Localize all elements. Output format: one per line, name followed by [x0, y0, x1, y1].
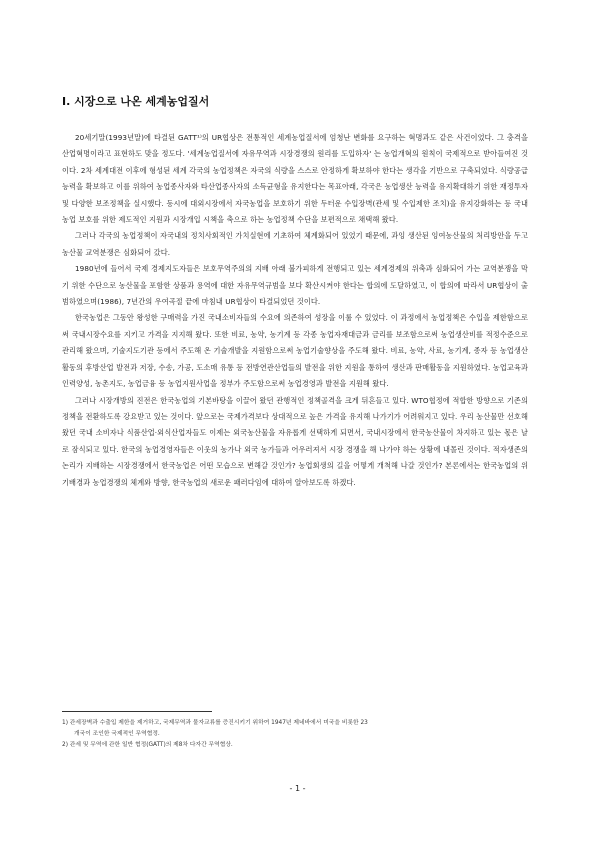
footnote: 2) 관세 및 무역에 관한 일반 협정(GATT)의 제8차 다자간 무역협상.	[62, 742, 233, 748]
paragraph: 1980년에 들어서 국제 경제지도자들은 보호무역주의의 지배 아래 불가피하게 전행되고 있는 세계경제의 위축과 심화되어 가는 교역분쟁을 막기 위한 수단으로 농산물을 포함한 상품과 용역에 대한 자유무역규범을 보다 확산시켜야 한다는 합의에 도달하였고, 이 합의에 따라서 UR협상이 출범하였으며(1986), 7년간의 우여곡절 끝에 마침내 UR협상이 타결되었던 것이다.	[62, 264, 528, 307]
body-text	[62, 130, 528, 491]
page-number: - 1 -	[289, 784, 306, 793]
section-heading: Ⅰ. 시장으로 나온 세계농업질서	[62, 95, 210, 108]
footnote: 1) 관세장벽과 수출입 제한을 제거하고, 국제무역과 물자교류를 증진시키기 위하여 1947년 제네바에서 미국을 비롯한 23	[62, 720, 368, 726]
paragraph: 그러나 시장개방의 진전은 한국농업의 기본바탕을 이끌어 왔던 관행적인 정책골격을 크게 뒤흔들고 있다. WTO협정에 적합한 방향으로 기존의 정책을 전환하도록 강요받고 있는 것이다. 앞으로는 국제가격보다 상대적으로 높은 가격을 유지해 나가기가 어려워지고 있다. 우리 농산물만 선호해 왔던 국내 소비자나 식품산업·외식산업자들도 이제는 외국농산물을 자유롭게 선택하게 되면서, 국내시장에서 한국농산물이 차지하고 있는 몫은 날로 잠식되고 있다. 한국의 농업경영자들은 이웃의 농가나 외국 농가들과 어우러져서 시장 경쟁을 해 나가야 하는 상황에 내몰린 것이다. 적자생존의 논리가 지배하는 시장경쟁에서 한국농업은 어떤 모습으로 변해갈 것인가? 농업회생의 길을 어떻게 개척해 나갈 것인가? 본론에서는 한국농업의 위기배경과 농업경쟁의 체계와 방향, 한국농업의 새로운 패러다임에 대하여 알아보도록 하겠다.	[62, 395, 528, 487]
footnote-continuation: 개국이 조인한 국제적인 무역협정.	[74, 731, 160, 737]
paragraph: 그러나 각국의 농업정책이 자국내의 정치사회적인 가치실현에 기초하여 체계화되어 있었기 때문에, 과잉 생산된 잉여농산물의 처리방안을 두고 농산물 교역분쟁은 심화되어 갔다.	[62, 231, 528, 257]
paragraph: 한국농업은 그동안 왕성한 구매력을 가진 국내소비자들의 수요에 의존하여 성장을 이룰 수 있었다. 이 과정에서 농업정책은 수입을 제한함으로써 국내시장수요를 지키고 가격을 지지해 왔다. 또한 비료, 농약, 농기계 등 각종 농업자재대금과 금리를 보조함으로써 농업생산비를 적정수준으로 관리해 왔으며, 기술지도기관 등에서 주도해 온 기술개발을 지원함으로써 농업기술향상을 주도해 왔다. 비료, 농약, 사료, 농기계, 종자 등 농업생산활동의 후방산업 발전과 저장, 수송, 가공, 도소매 유통 등 전방연관산업들의 발전을 위한 지원을 통하여 생산과 판매활동을 지원하였다. 농업교육과 인력양성, 농촌지도, 농업금융 등 농업지원사업을 정부가 주도함으로써 농업경영과 발전을 지원해 왔다.	[62, 313, 528, 389]
paragraph: 20세기말(1993년말)에 타결된 GATT¹⁾의 UR협상은 전통적인 세계농업질서에 엄청난 변화를 요구하는 혁명과도 같은 사건이었다. 그 충격을 산업혁명이라고 표현하도 맞을 정도다. '세계농업질서에 자유무역과 시장경쟁의 원리를 도입하자' 는 농업개혁의 원칙이 국제적으로 받아들여진 것이다. 2차 세계대전 이후에 형성된 세계 각국의 농업정책은 자국의 식량을 스스로 안정하게 확보하야 한다는 생각을 기반으로 구축되었다. 식량공급 능력을 확보하고 이를 위하여 농업종사자와 타산업종사자의 소득균형을 유지한다는 목표아래, 각국은 농업생산 능력을 유지확대하기 위한 재정투자 및 다양한 보조정책을 실시했다. 동시에 대외시장에서 자국농업을 보호하기 위한 두터운 수입장벽(관세 및 수입제한 조치)을 유지강화하는 등 국내농업 보호를 위한 제도적인 지원과 시장개입 시책을 축으로 하는 농업정책 수단을 보편적으로 채택해 왔다.	[62, 133, 528, 225]
footnotes	[62, 718, 528, 751]
footnote-divider	[62, 711, 212, 712]
